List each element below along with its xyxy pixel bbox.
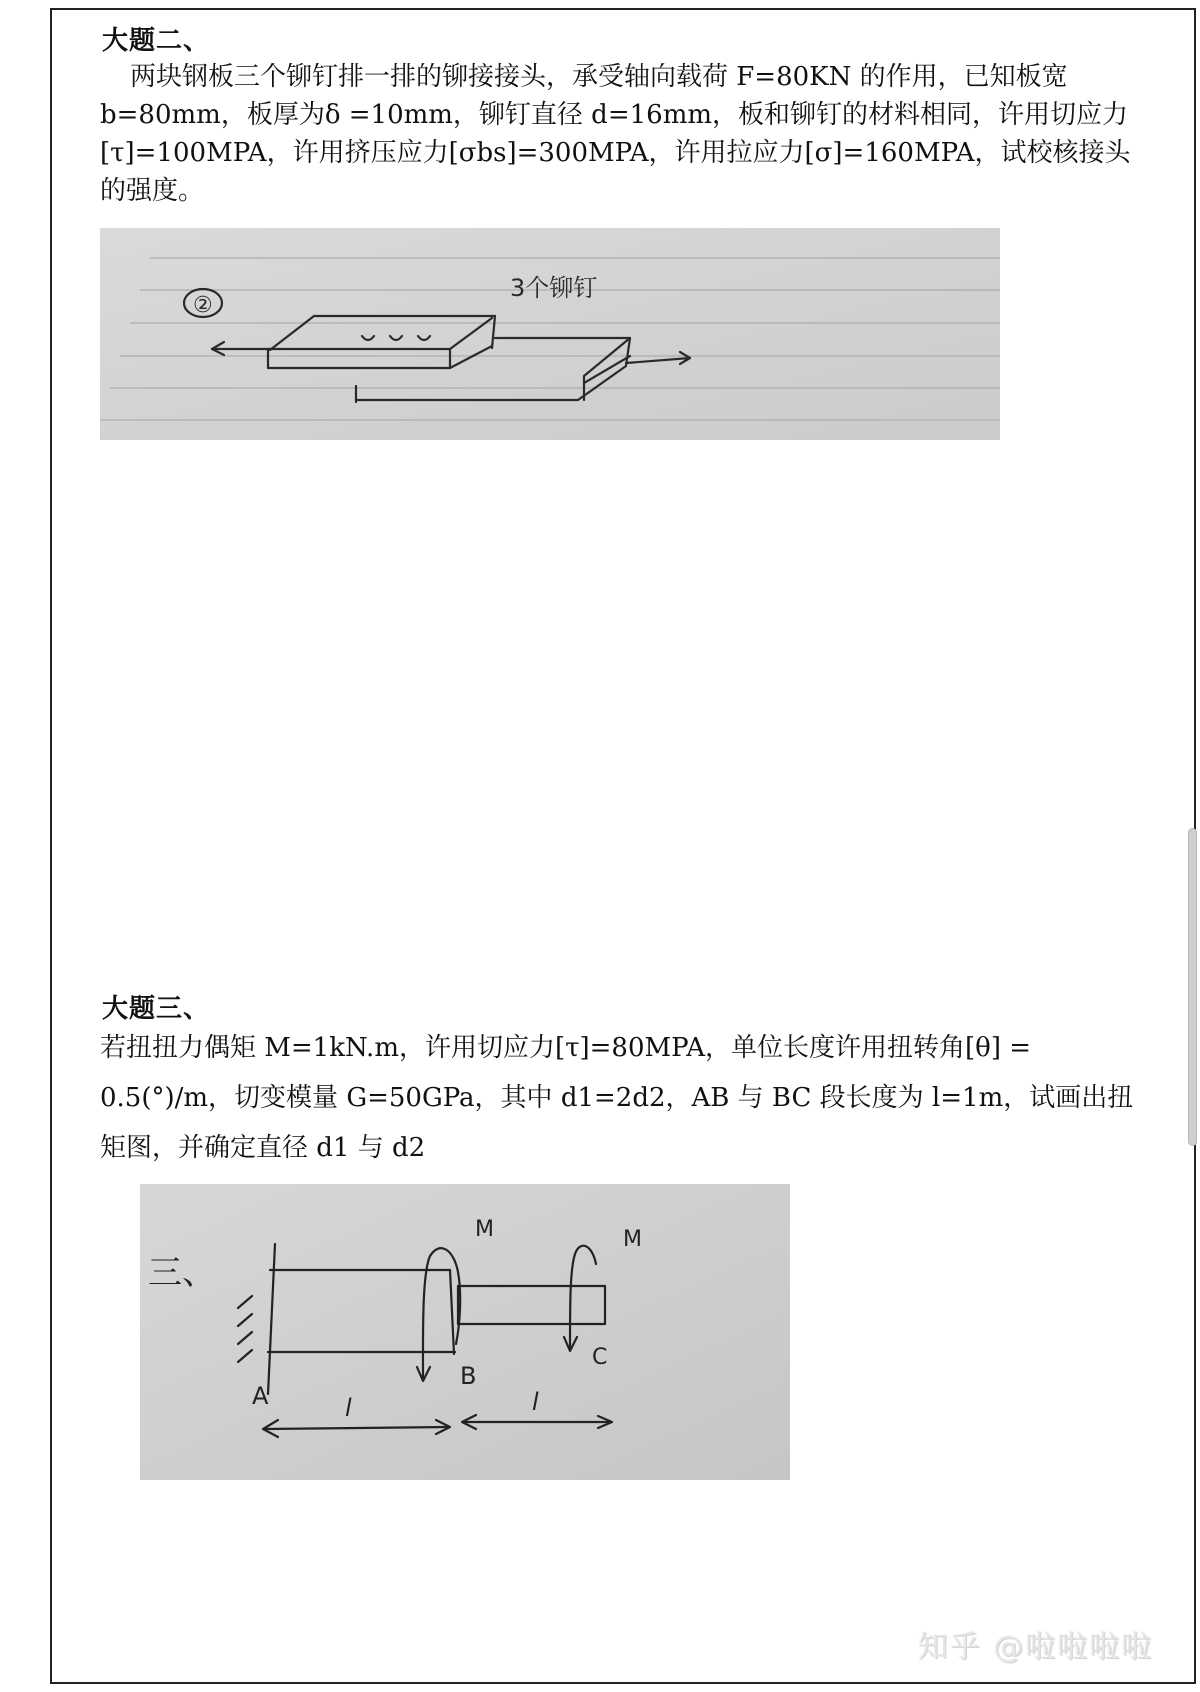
problem-3-text: 若扭扭力偶矩 M=1kN.m，许用切应力[τ]=80MPA，单位长度许用扭转角[θ] = 0.5(°)/m，切变模量 G=50GPa，其中 d1=2d2，AB 与 BC 段长度为 l=1m，试画出扭矩图，并确定直径 d1 与 d2	[100, 1033, 1134, 1163]
moment-label-b: M	[475, 1217, 494, 1242]
stepped-shaft-sketch	[140, 1184, 790, 1480]
problem-2-text	[100, 58, 1150, 210]
problem-3-heading: 大题三、	[102, 994, 211, 1024]
point-a-label: A	[252, 1382, 269, 1410]
riveted-joint-sketch	[100, 228, 1000, 440]
problem-3-figure-photo	[140, 1184, 790, 1480]
problem-2-figure-photo	[100, 228, 1000, 440]
problem-2-body: 两块钢板三个铆钉排一排的铆接接头，承受轴向载荷 F=80KN 的作用，已知板宽 b=80mm，板厚为δ =10mm，铆钉直径 d=16mm，板和铆钉的材料相同，许用切应力[τ]=100MPA，许用挤压应力[σbs]=300MPA，许用拉应力[σ]=160MPA，试校核接头的强度。	[100, 62, 1131, 206]
vertical-scrollbar[interactable]	[1188, 828, 1197, 1146]
length-label-bc: l	[532, 1388, 539, 1416]
point-c-label: C	[592, 1345, 608, 1370]
problem-2-heading: 大题二、	[102, 26, 211, 56]
moment-label-c: M	[623, 1227, 642, 1252]
handwritten-rivet-note: 3个铆钉	[510, 274, 598, 302]
figure-number-label: 三、	[148, 1253, 216, 1293]
length-label-ab: l	[345, 1394, 352, 1422]
point-b-label: B	[460, 1362, 477, 1390]
figure-number-label: ②	[193, 293, 213, 318]
zhihu-watermark: 知乎 @啦啦啦啦	[918, 1630, 1154, 1665]
